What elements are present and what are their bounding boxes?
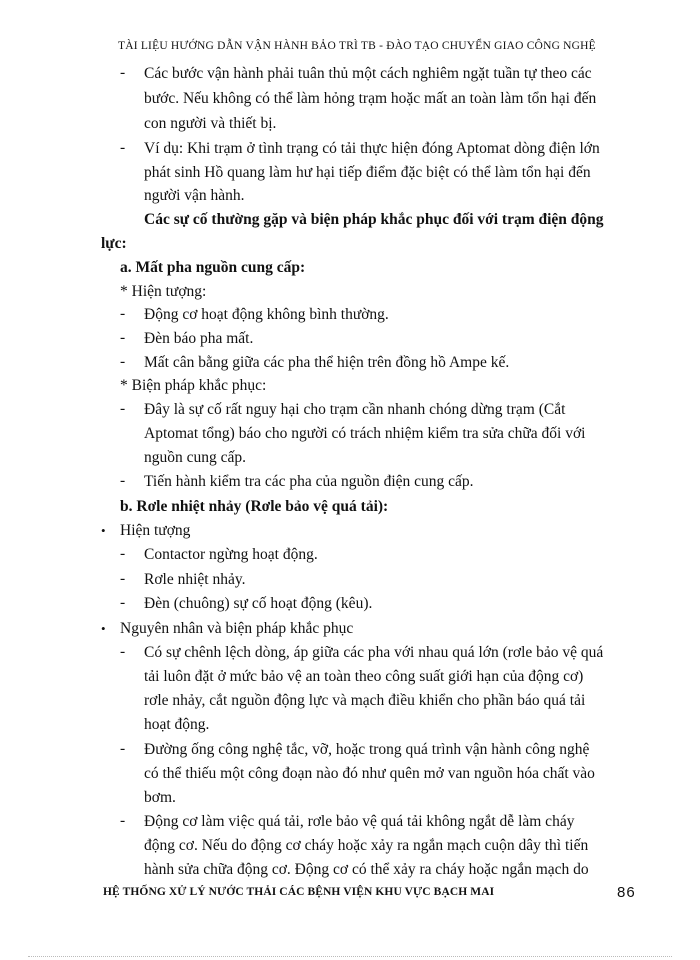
text-line: Contactor ngừng hoạt động.: [144, 546, 318, 563]
dash-bullet: -: [120, 305, 126, 322]
dash-bullet: -: [120, 472, 126, 489]
dash-bullet: -: [120, 643, 126, 660]
dash-bullet: -: [120, 400, 126, 417]
text-line: Aptomat tổng) báo cho người có trách nhiệm kiểm tra sửa chữa đối với: [144, 425, 586, 442]
text-line: bước. Nếu không có thể làm hỏng trạm hoặc mất an toàn làm tổn hại đến: [144, 90, 597, 107]
dash-bullet: -: [120, 812, 126, 829]
section-heading-cont: lực:: [101, 235, 127, 252]
text-line: Mất cân bằng giữa các pha thể hiện trên đồng hồ Ampe kế.: [144, 354, 510, 371]
text-line: con người và thiết bị.: [144, 115, 277, 132]
text-line: Nguyên nhân và biện pháp khắc phục: [120, 620, 354, 637]
dash-bullet: -: [120, 353, 126, 370]
dash-bullet: -: [120, 594, 126, 611]
text-line: Hiện tượng: [120, 522, 191, 539]
text-line: nguồn cung cấp.: [144, 449, 247, 466]
text-line: Đèn báo pha mất.: [144, 330, 254, 347]
page-bottom-divider: [28, 956, 672, 957]
text-line: Rơle nhiệt nhảy.: [144, 571, 246, 588]
page-number: 86: [617, 884, 636, 901]
text-line: bơm.: [144, 789, 176, 806]
page-header: TÀI LIỆU HƯỚNG DẪN VẬN HÀNH BẢO TRÌ TB - ĐÀO TẠO CHUYỂN GIAO CÔNG NGHỆ: [118, 40, 596, 52]
text-line: Tiến hành kiểm tra các pha của nguồn điện cung cấp.: [144, 473, 474, 490]
text-line: Đường ống công nghệ tắc, vỡ, hoặc trong quá trình vận hành công nghệ: [144, 741, 590, 758]
dash-bullet: -: [120, 740, 126, 757]
text-line: * Hiện tượng:: [120, 283, 207, 300]
dash-bullet: -: [120, 139, 126, 156]
text-line: hoạt động.: [144, 716, 210, 733]
section-heading: Các sự cố thường gặp và biện pháp khắc phục đối với trạm điện động: [144, 211, 604, 228]
dot-bullet: •: [101, 621, 106, 636]
page-footer: HỆ THỐNG XỬ LÝ NƯỚC THẢI CÁC BỆNH VIỆN KHU VỰC BẠCH MAI: [103, 886, 495, 898]
text-line: có thể thiếu một công đoạn nào đó như quên mở van nguồn hóa chất vào: [144, 765, 595, 782]
text-line: Đây là sự cố rất nguy hại cho trạm cần nhanh chóng dừng trạm (Cắt: [144, 401, 566, 418]
text-line: phát sinh Hồ quang làm hư hại tiếp điểm đặc biệt có thể làm tổn hại đến: [144, 164, 591, 181]
text-line: tải luôn đặt ở mức bảo vệ an toàn theo công suất giới hạn của động cơ): [144, 668, 584, 685]
text-line: Các bước vận hành phải tuân thủ một cách nghiêm ngặt tuần tự theo các: [144, 65, 592, 82]
subsection-heading-a: a. Mất pha nguồn cung cấp:: [120, 259, 306, 276]
dot-bullet: •: [101, 523, 106, 538]
dash-bullet: -: [120, 329, 126, 346]
text-line: Ví dụ: Khi trạm ở tình trạng có tải thực hiện đóng Aptomat dòng điện lớn: [144, 140, 600, 157]
text-line: Có sự chênh lệch dòng, áp giữa các pha với nhau quá lớn (rơle bảo vệ quá: [144, 644, 604, 661]
text-line: Động cơ làm việc quá tải, rơle bảo vệ quá tải không ngắt dễ làm cháy: [144, 813, 575, 830]
dash-bullet: -: [120, 545, 126, 562]
dash-bullet: -: [120, 64, 126, 81]
subsection-heading-b: b. Rơle nhiệt nhảy (Rơle bảo vệ quá tải):: [120, 498, 389, 515]
text-line: người vận hành.: [144, 187, 245, 204]
text-line: rơle nhảy, cắt nguồn động lực và mạch điều khiển cho phần báo quá tải: [144, 692, 586, 709]
text-line: hành sửa chữa động cơ. Động cơ có thể xảy ra cháy hoặc ngắn mạch do: [144, 861, 589, 878]
text-line: Đèn (chuông) sự cố hoạt động (kêu).: [144, 595, 373, 612]
text-line: động cơ. Nếu do động cơ cháy hoặc xảy ra ngắn mạch cuộn dây thì tiến: [144, 837, 589, 854]
dash-bullet: -: [120, 570, 126, 587]
text-line: Động cơ hoạt động không bình thường.: [144, 306, 389, 323]
text-line: * Biện pháp khắc phục:: [120, 377, 267, 394]
